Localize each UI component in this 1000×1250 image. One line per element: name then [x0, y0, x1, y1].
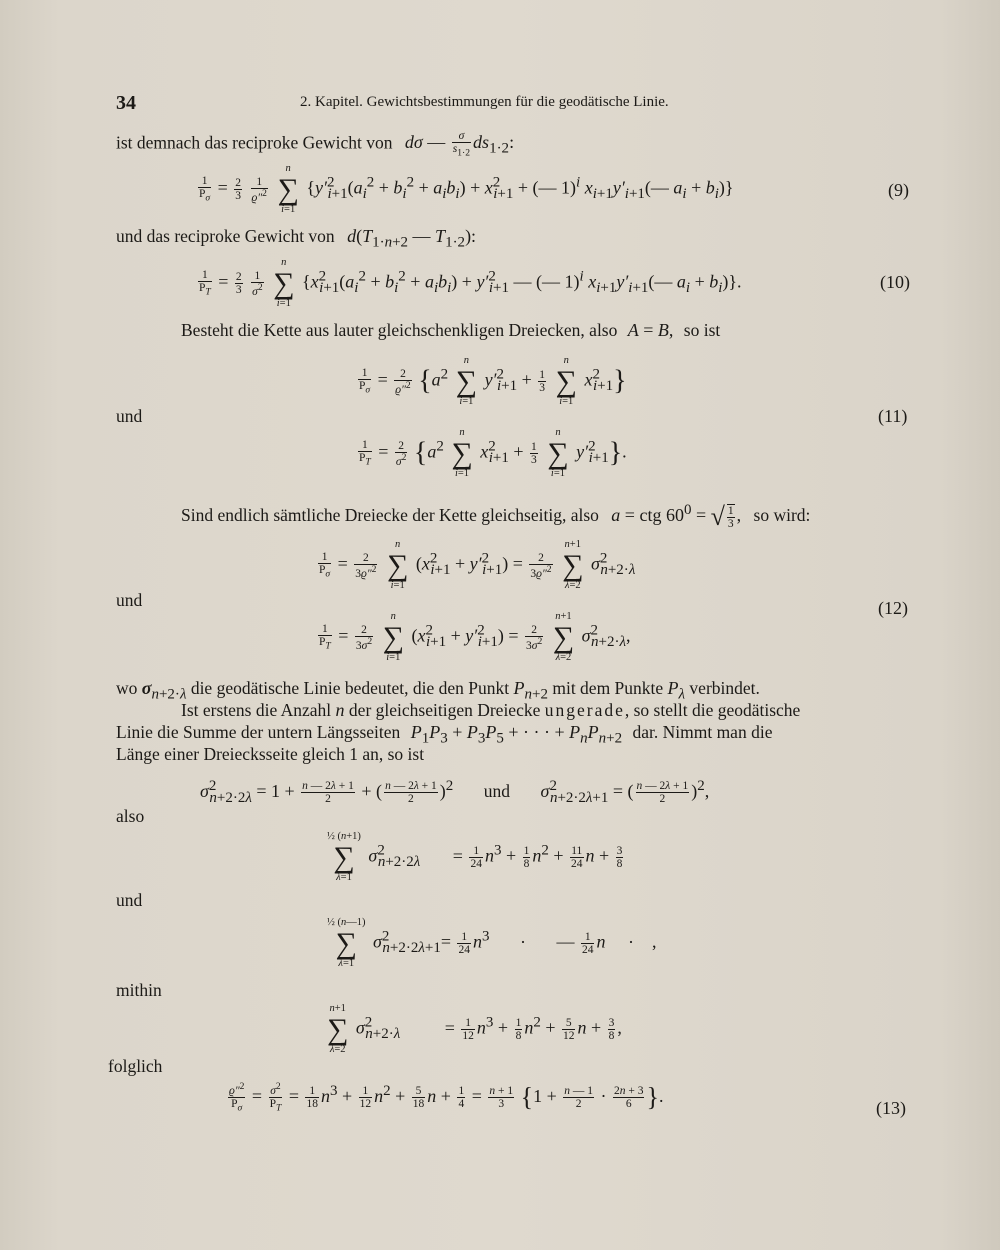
- isosceles-line: [181, 320, 720, 341]
- equation-11b: $\frac{1}{P_T}$ = $\frac{2}{\sigma^2}$ {$a^2$ n ∑ i=1 $x^2_{i+1}$ + $\frac{1}{3}$ n ∑ i=1 $y'^2_{i+1}$}.: [359, 427, 627, 479]
- equation-number-10: (10): [880, 272, 910, 292]
- equation-12a: $\frac{1}{P_\sigma}$ = $\frac{2}{3ϱ''^2}$ n ∑ i=1 $(x^2_{i+1} + y'^2_{i+1})$ = $\frac{2}{3ϱ''^2}$ n+1 ∑ λ=2 $\sigma^2_{n+2\cdot\lambda}$: [319, 539, 636, 591]
- equation-12b: $\frac{1}{P_T}$ = $\frac{2}{3\sigma^2}$ n ∑ i=1 $(x^2_{i+1} + y'^2_{i+1})$ = $\frac{2}{3\sigma^2}$ n+1 ∑ λ=2 $\sigma^2_{n+2\cdot\lambda}$,: [319, 611, 631, 663]
- wo-text-c: mit dem Punkte: [552, 678, 664, 698]
- odd-line-1: Ist erstens die Anzahl n der gleichseitigen Dreiecke ungerade, so stellt die geodätische: [181, 700, 801, 720]
- odd-line-3: Länge einer Dreiecksseite gleich 1 an, so ist: [116, 744, 425, 764]
- odd-word: ungerade: [544, 700, 625, 720]
- equation-number-13: (13): [876, 1098, 906, 1118]
- page-number: 34: [116, 92, 136, 114]
- und-label-sums: und: [116, 890, 143, 910]
- wo-text-d: verbindet.: [689, 678, 760, 698]
- reciprocal-tau-formula: $d(T_{1\cdot n+2}$ — $T_{1\cdot 2}$):: [347, 226, 477, 251]
- equation-9: $\frac{1}{P_\sigma}$ = $\frac{2}{3}$ $\frac{1}{ϱ''^2}$ n ∑ i=1 {$y'^2_{i+1}(a_i^2 + b_i^2 + a_ib_i) + x^2_{i+1}$ + (— 1)$^i$ $x_{i+1}y'_{i+1}(—$ $a_i + b_i$)}: [199, 163, 734, 215]
- mithin-label: mithin: [116, 980, 162, 1000]
- odd-text-2a: Linie die Summe der untern Längsseiten: [116, 722, 401, 742]
- odd-text-1a: Ist erstens die Anzahl: [181, 700, 332, 720]
- odd-text-2b: dar. Nimmt man die: [632, 722, 773, 742]
- equilateral-end: so wird:: [753, 505, 811, 526]
- equilateral-line: [181, 502, 810, 532]
- odd-text-1b: der gleichseitigen Dreiecke: [348, 700, 541, 720]
- equation-number-11: (11): [878, 406, 908, 426]
- isosceles-text: Besteht die Kette aus lauter gleichschenkligen Dreiecken, also: [181, 320, 618, 340]
- reciprocal-tau-text: und das reciproke Gewicht von: [116, 226, 335, 246]
- sum-total: n+1 ∑ λ=2 $\sigma^2_{n+2\cdot\lambda}$ = $\frac{1}{12}$ $n^3$ + $\frac{1}{8}$ $n^2$ + $\frac{5}{12}$ n + $\frac{3}{8}$ ,: [327, 1003, 622, 1055]
- intro-formula: dσ — $\frac{\sigma}{s_{1\cdot 2}}$ $ds_{1\cdot 2}$:: [404, 130, 515, 159]
- equation-13: $\frac{ϱ''^2}{P_\sigma}$ = $\frac{\sigma^2}{P_T}$ = $\frac{1}{18}$ $n^3$ + $\frac{1}{12}$ $n^2$ + $\frac{5}{18}$ n + $\frac{1}{4}$ = $\frac{n + 1}{3}$ {1 + $\frac{n — 1}{2}$ · $\frac{2n + 3}{6}$ }.: [229, 1081, 664, 1114]
- wo-text-a: wo: [116, 678, 138, 698]
- running-title: 2. Kapitel. Gewichtsbestimmungen für die geodätische Linie.: [300, 94, 669, 110]
- equation-11a: $\frac{1}{P_\sigma}$ = $\frac{2}{ϱ''^2}$ {$a^2$ n ∑ i=1 $y'^2_{i+1}$ + $\frac{1}{3}$ n ∑ i=1 $x^2_{i+1}$}: [359, 355, 627, 407]
- und-label-12: und: [116, 590, 143, 610]
- equilateral-formula: a = ctg $60^0$ = √ $\frac{1}{3}$ ,: [611, 502, 742, 531]
- sigma-squared-formulas: $\sigma^2_{n+2\cdot 2\lambda} = 1$ + $\frac{n — 2\lambda + 1}{2}$ + ( $\frac{n — 2\lambda + 1}{2}$ )$^2$ und $\sigma^2_{n+2\cdot 2\lambda+1}$ = ( $\frac{n — 2\lambda + 1}{2}$ )$^2$,: [200, 778, 710, 806]
- equation-number-9: (9): [888, 180, 909, 200]
- und-inline: und: [483, 781, 511, 801]
- odd-text-1c: , so stellt die geodätische: [624, 700, 801, 720]
- sum-even: ½ (n+1) ∑ λ=1 $\sigma^2_{n+2\cdot 2\lambda}$ = $\frac{1}{24}$ $n^3$ + $\frac{1}{8}$ $n^2$ + $\frac{11}{24}$ n + $\frac{3}{8}$: [327, 831, 623, 883]
- equation-10: $\frac{1}{P_T}$ = $\frac{2}{3}$ $\frac{1}{\sigma^2}$ n ∑ i=1 {$x^2_{i+1}(a_i^2 + b_i^2 + a_ib_i) + y'^2_{i+1}$ — (— 1)$^i$ $x_{i+1}y'_{i+1}(—$ $a_i + b_i$)}.: [199, 257, 742, 309]
- also-label: also: [116, 806, 145, 826]
- folglich-label: folglich: [108, 1056, 163, 1076]
- equilateral-text: Sind endlich sämtliche Dreiecke der Kette gleichseitig, also: [181, 505, 599, 526]
- wo-line: wo $\sigma_{n+2\cdot\lambda}$ die geodätische Linie bedeutet, die den Punkt $P_{n+2}$ mit dem Punkte $P_\lambda$ verbindet.: [116, 678, 760, 703]
- isosceles-end: so ist: [683, 320, 721, 340]
- isosceles-formula: A = B,: [627, 320, 674, 340]
- reciprocal-tau-line: [116, 226, 476, 252]
- equation-number-12: (12): [878, 598, 908, 618]
- und-label-11: und: [116, 406, 143, 426]
- odd-line-2: Linie die Summe der untern Längsseiten $P_1P_3 + P_3P_5$ + · · · + $P_nP_{n+2}$ dar. Nimmt man die: [116, 722, 773, 747]
- sum-odd: ½ (n—1) ∑ λ=1 $\sigma^2_{n+2\cdot 2\lambda+1}=$ $\frac{1}{24}$ $n^3$ · — $\frac{1}{24}$ n · ,: [327, 917, 657, 969]
- wo-text-b: die geodätische Linie bedeutet, die den Punkt: [190, 678, 510, 698]
- intro-line: [116, 130, 514, 158]
- intro-text: ist demnach das reciproke Gewicht von: [116, 132, 393, 153]
